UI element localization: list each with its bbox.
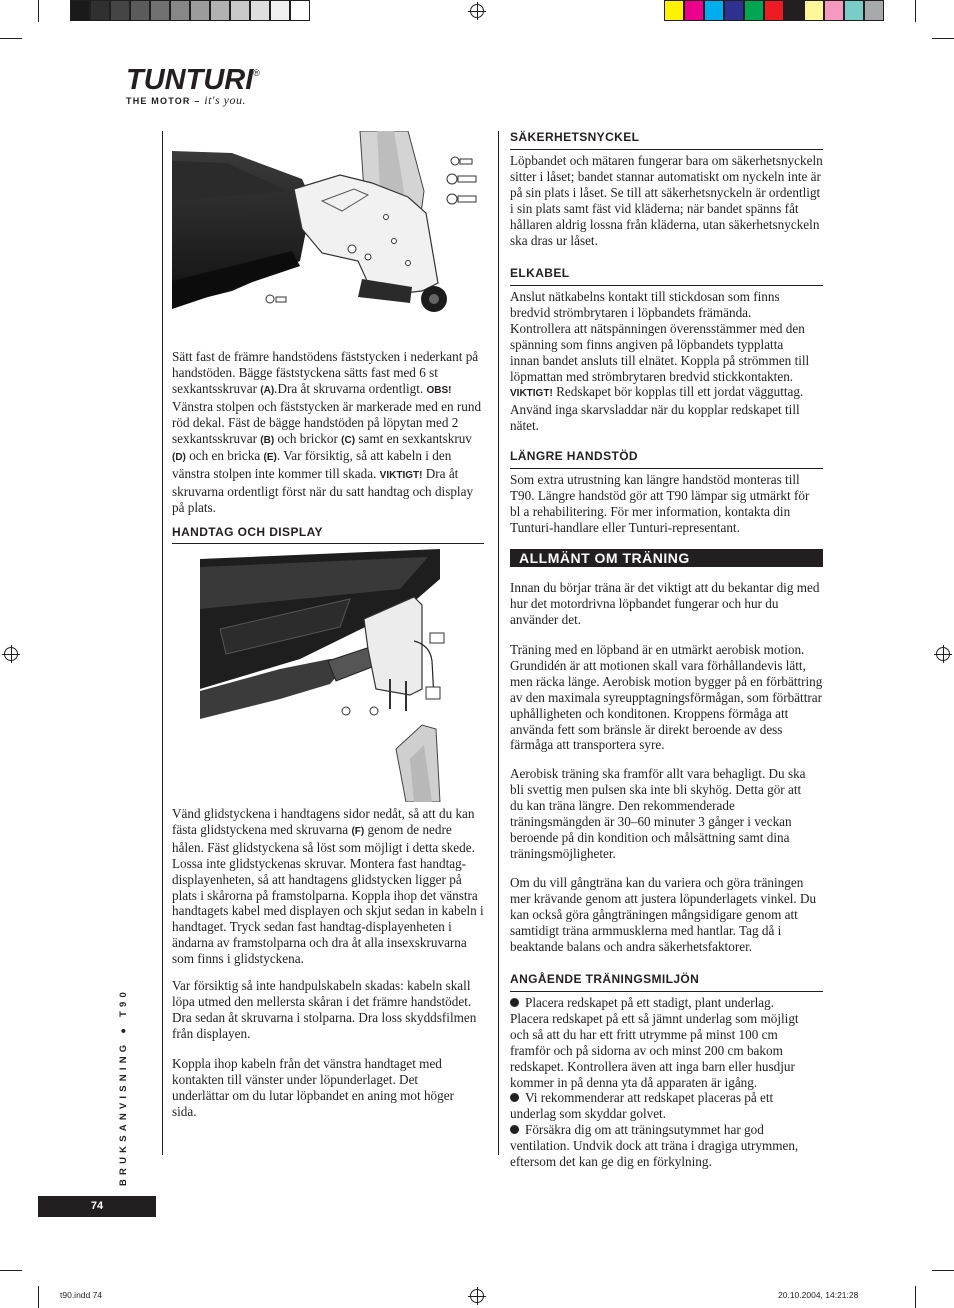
- paragraph-power-cable: [510, 289, 810, 434]
- heading-langre-handstod: LÄNGRE HANDSTÖD: [510, 449, 638, 463]
- calibration-swatch: [704, 0, 724, 21]
- logo-wordmark: TUNTURI: [126, 64, 254, 96]
- figure-bracket-assembly: [172, 131, 484, 333]
- bracket-text-fragment: Sätt fast de främre handstödens fäststycken i nederkant på handstöden. Bägge fäststyckena sätts fast med 6 st sexkantsskruvar: [172, 349, 479, 396]
- calibration-swatch: [684, 0, 704, 21]
- logo-tagline: THE MOTOR – it's you.: [126, 93, 246, 107]
- bracket-text-fragment: (C): [341, 434, 356, 446]
- cable-text-fragment: Redskapet bör kopplas till ett jordat vägguttag. Använd inga skarvsladdar när du kopplar redskapet till nätet.: [510, 384, 804, 434]
- registration-mark-top: [470, 4, 484, 18]
- calibration-swatch: [804, 0, 824, 21]
- calibration-swatch: [230, 0, 250, 21]
- middle-column-rule: [498, 131, 499, 1155]
- handlebar-text-fragment: (F): [351, 825, 365, 837]
- heading-rule: [510, 468, 823, 469]
- calibration-swatch: [784, 0, 804, 21]
- calibration-swatch: [250, 0, 270, 21]
- calibration-swatch: [724, 0, 744, 21]
- slug-file-name: t90.indd 74: [60, 1290, 103, 1300]
- paragraph-safety-key: Löpbandet och mätaren fungerar bara om säkerhetsnyckeln sitter i låset; bandet stannar automatiskt om nyckeln inte är på sin plats i låset. Se till att säkerhetsnyckeln är ordentligt i sin plats samt fäst vid kläderna; när bandet spänns fåt hållaren aldrig lossna från kläderna, utan säkerhetsnyckeln ska dras ur låset.: [510, 153, 823, 248]
- paragraph-training-intro: Innan du börjar träna är det viktigt att du bekantar dig med hur det motordrivna löpbandet fungerar och hur du använder det.: [510, 580, 820, 627]
- cable-text-fragment: Anslut nätkabelns kontakt till stickdosan som finns bredvid strömbrytaren i löpbandets främända. Kontrollera att nätspänningen överensstämmer med den spänning som finns angiven på löpbandets typplatta innan bandet ansluts till elnätet. Koppla på strömmen till löpmattan med strömbrytaren bredvid stickkontakten.: [510, 289, 810, 384]
- heading-rule: [510, 285, 823, 286]
- bracket-text-fragment: Vänstra stolpen och fäststycken är markerade med en rund röd dekal. Fäst de bägge handstöden på löpytan med 2 sexkantsskruvar: [172, 398, 482, 446]
- cable-text-fragment: VIKTIGT!: [510, 388, 553, 400]
- logo-registered: ®: [253, 68, 260, 78]
- calibration-swatch: [210, 0, 230, 21]
- registration-mark-right: [936, 647, 950, 661]
- section-allmant-om-traning: ALLMÄNT OM TRÄNING: [510, 549, 823, 567]
- figure-handlebar-display: [200, 549, 446, 802]
- calibration-swatch: [150, 0, 170, 21]
- heading-traningsmiljon: ANGÅENDE TRÄNINGSMILJÖN: [510, 972, 700, 986]
- list-item: Försäkra dig om att träningsutymmet har god ventilation. Undvik dock att träna i dragiga utrymmen, eftersom det kan ge dig en förkylning.: [510, 1122, 799, 1170]
- registration-mark-left: [4, 647, 18, 661]
- calibration-swatch: [110, 0, 130, 21]
- bracket-text-fragment: (D): [172, 452, 186, 464]
- paragraph-longer-handrails: Som extra utrustning kan längre handstöd monteras till T90. Längre handstöd gör att T90 lämpar sig utmärkt för bl a rehabilitering. För mer information, kontakta din Tunturi-handlare eller Tunturi-representant.: [510, 472, 810, 535]
- paragraph-cable-connect: Koppla ihop kabeln från det vänstra handtaget med kontakten till vänster under löpunderlaget. Det underlättar om du lutar löpbandet en aning mot höger sida.: [172, 1056, 454, 1119]
- bullet-icon: [510, 1093, 519, 1102]
- bracket-text-fragment: .Dra åt skruvarna ordentligt.: [274, 380, 427, 396]
- handlebar-text-fragment: genom de nedre hålen. Fäst glidstyckena så löst som möjligt i detta skede. Lossa inte glidstyckenas skruvar. Montera fast handtag-displayenheten, så att handtagens glidstycken ligger på plats i skårorna på framstolparna. Koppla ihop det vänstra handtagets kabel med displayen och skjut sedan in kabeln i handtaget. Tryck sedan fast handtag-displayenheten i ändarna av framstolparna och dra åt alla insexskruvarna som finns i glidstyckena.: [172, 821, 484, 967]
- bracket-text-fragment: VIKTIGT!: [379, 470, 423, 482]
- page-number: 74: [38, 1196, 156, 1217]
- bullet-icon: [510, 1125, 519, 1134]
- bracket-text-fragment: (B): [260, 434, 275, 446]
- calibration-swatch: [270, 0, 290, 21]
- bracket-text-fragment: . Var försiktig, så att kabeln i den vänstra stolpen inte kommer till skada.: [172, 448, 452, 482]
- bracket-text-fragment: Dra åt skruvarna ordentligt först när du satt handtag och display på plats.: [172, 466, 474, 516]
- bracket-text-fragment: och en bricka: [185, 448, 264, 464]
- calibration-swatch: [70, 0, 90, 21]
- heading-rule: [510, 149, 823, 150]
- bracket-text-fragment: (E): [263, 452, 277, 464]
- side-label: BRUKSANVISNING ● T90: [118, 988, 129, 1186]
- heading-rule: [172, 543, 484, 544]
- calibration-swatch: [90, 0, 110, 21]
- paragraph-training-walking: Om du vill gångträna kan du variera och göra träningen mer krävande genom att justera löpunderlagets vinkel. Du kan också göra gångträningen mångsidigare genom att samtidigt träna armmusklerna med hantlar. Tag då i beaktande balans och andra säkerhetsfaktorer.: [510, 875, 817, 954]
- bullet-list-environment: [510, 995, 810, 1170]
- calibration-swatch: [130, 0, 150, 21]
- calibration-swatch: [664, 0, 684, 21]
- bracket-text-fragment: OBS!: [426, 384, 452, 396]
- slug-timestamp: 20.10.2004, 14:21:28: [778, 1290, 859, 1300]
- calibration-swatch: [844, 0, 864, 21]
- list-item: Placera redskapet på ett stadigt, plant underlag. Placera redskapet på ett så jämnt underlag som möjligt och så att du har ett fritt utrymme på minst 100 cm framför och på sidorna av och minst 200 cm bakom redskapet. Kontrollera även att inga barn eller husdjur kommer in på denna yta då apparaten är igång.: [510, 995, 799, 1090]
- list-item: Vi rekommenderar att redskapet placeras på ett underlag som skyddar golvet.: [510, 1090, 774, 1122]
- paragraph-handlebar-instructions: [172, 806, 484, 967]
- left-column-rule: [162, 131, 163, 1155]
- calibration-swatch: [824, 0, 844, 21]
- bracket-text-fragment: samt en sexkantskruv: [355, 430, 472, 446]
- handlebar-text-fragment: Vänd glidstyckena i handtagens sidor nedåt, så att du kan fästa glidstyckena med skruvarna: [172, 806, 475, 837]
- paragraph-training-aerobic: Träning med en löpband är en utmärkt aerobisk motion. Grundidén är att motionen skall vara förhållandevis lätt, men räcka länge. Aerobisk motion bygger på en förbättring av den maximala syreupptagningsförmågan, som förbättrar uphålligheten och konditonen. Kroppens förmåga att använda fett som bränsle är direkt beroende av dess färmåga att transportera syre.: [510, 642, 823, 753]
- paragraph-cable-caution: Var försiktig så inte handpulskabeln skadas: kabeln skall löpa utmed den mellersta skåran i det främre handstödet. Dra sedan åt skruvarna i stolparna. Dra loss skyddsfilmen från displayen.: [172, 978, 477, 1041]
- heading-rule: [510, 991, 823, 992]
- calibration-swatch: [764, 0, 784, 21]
- calibration-swatch: [744, 0, 764, 21]
- heading-sakerhetsnyckel: SÄKERHETSNYCKEL: [510, 130, 640, 144]
- bullet-icon: [510, 998, 519, 1007]
- bracket-text-fragment: (A): [260, 384, 275, 396]
- heading-handtag-och-display: HANDTAG OCH DISPLAY: [172, 525, 323, 539]
- calibration-swatch: [290, 0, 310, 21]
- calibration-swatch: [170, 0, 190, 21]
- paragraph-training-comfort: Aerobisk träning ska framför allt vara behagligt. Du ska bli svettig men pulsen ska inte bli skyhög. Detta gör att du kan träna längre. Den rekommenderade träningsmängden är 30–60 minuter 3 gånger i veckan beroende på din kondition och målsättning samt dina träningsmöjligheter.: [510, 766, 806, 861]
- tunturi-logo: [126, 64, 286, 108]
- calibration-swatch: [864, 0, 884, 21]
- paragraph-bracket-instructions: [172, 349, 482, 516]
- calibration-swatch: [190, 0, 210, 21]
- registration-mark-bottom: [470, 1289, 484, 1303]
- bracket-text-fragment: och brickor: [274, 430, 342, 446]
- heading-elkabel: ELKABEL: [510, 266, 570, 280]
